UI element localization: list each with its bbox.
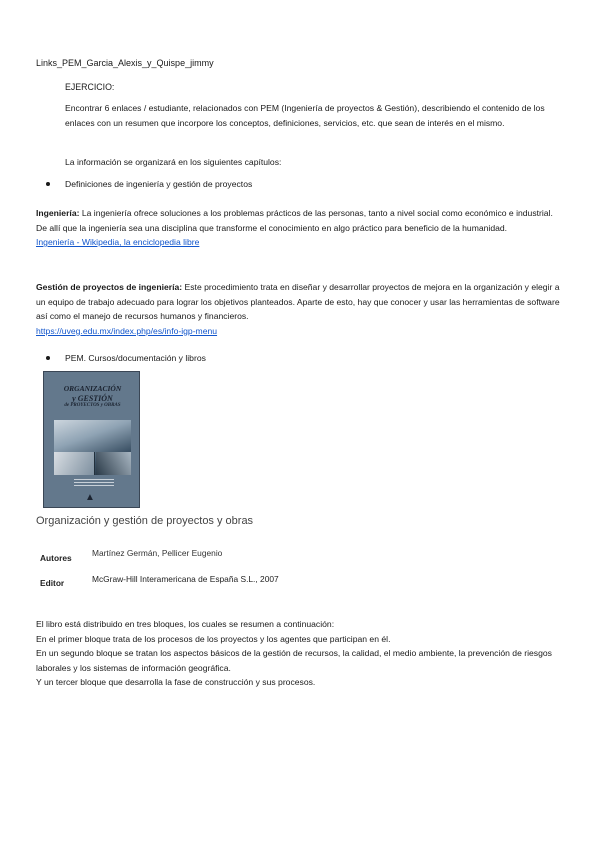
book-cover-image [43, 371, 140, 508]
summary-line: Y un tercer bloque que desarrolla la fase de construcción y sus procesos. [36, 677, 316, 687]
book-cover-photo-small-right [96, 452, 131, 475]
ingenieria-wikipedia-link[interactable]: Ingeniería - Wikipedia, la enciclopedia libre [36, 237, 200, 247]
publisher-logo-icon: ▲ [85, 492, 95, 503]
bullet-courses [46, 351, 206, 366]
bullet-dot-icon [46, 356, 50, 360]
book-title: Organización y gestión de proyectos y obras [36, 515, 254, 527]
summary-line: El libro está distribuido en tres bloques, los cuales se resumen a continuación: [36, 619, 335, 629]
exercise-text: Encontrar 6 enlaces / estudiante, relacionados con PEM (Ingeniería de proyectos & Gestión), describiendo el contenido de los enlaces con un resumen que incorpore los conceptos, definiciones, servicios, etc. que sean de interés en el mismo. [65, 103, 545, 128]
gestion-text: Este procedimiento trata en diseñar y desarrollar proyectos de mejora en la organización y elegir a un equipo de trabajo adecuado para lograr los objetivos planteados. Aparte de esto, hay que conocer y usar las herramientas de software así como el manejo de recursos humanos y financieros. [36, 282, 560, 321]
bullet-definitions-text: Definiciones de ingeniería y gestión de proyectos [65, 179, 253, 189]
authors-label: Autores [40, 553, 72, 563]
book-cover-authors [74, 479, 114, 487]
uveg-link[interactable]: https://uveg.edu.mx/index.php/es/info-igp-menu [36, 325, 218, 336]
ingenieria-text: La ingeniería ofrece soluciones a los problemas prácticos de las personas, tanto a nivel social como económico e industrial. De allí que la ingeniería sea una disciplina que transforme el conocimiento en algo práctico para beneficio de la humanidad. [36, 208, 553, 233]
bullet-dot-icon [46, 182, 50, 186]
gestion-term: Gestión de proyectos de ingeniería: [36, 282, 183, 292]
summary-line: En un segundo bloque se tratan los aspectos básicos de la gestión de recursos, la calidad, el medio ambiente, la prevención de riesgos laborales y los sistemas de información geográfica. [36, 648, 552, 673]
summary-line: En el primer bloque trata de los procesos de los proyectos y los agentes que participan en él. [36, 633, 391, 644]
book-cover-line-1: ORGANIZACIÓN [63, 384, 122, 393]
authors-value: Martínez Germán, Pellicer Eugenio [92, 548, 223, 558]
bullet-courses-text: PEM. Cursos/documentación y libros [65, 353, 206, 363]
book-summary [36, 617, 571, 690]
book-cover-photo-small-left [54, 452, 95, 475]
book-cover-line-3: de PROYECTOS y OBRAS [64, 403, 121, 408]
editor-value: McGraw-Hill Interamericana de España S.L., 2007 [92, 574, 279, 584]
editor-label: Editor [40, 578, 65, 588]
book-cover-line-2: y GESTIÓN [72, 394, 113, 403]
exercise-note: La información se organizará en los siguientes capítulos: [65, 157, 282, 167]
ingenieria-paragraph [36, 206, 566, 250]
gestion-paragraph [36, 280, 566, 338]
ingenieria-term: Ingeniería: [36, 208, 80, 218]
exercise-label: EJERCICIO: [65, 82, 115, 92]
document-title: Links_PEM_Garcia_Alexis_y_Quispe_jimmy [36, 58, 214, 68]
bullet-definitions [46, 177, 252, 192]
